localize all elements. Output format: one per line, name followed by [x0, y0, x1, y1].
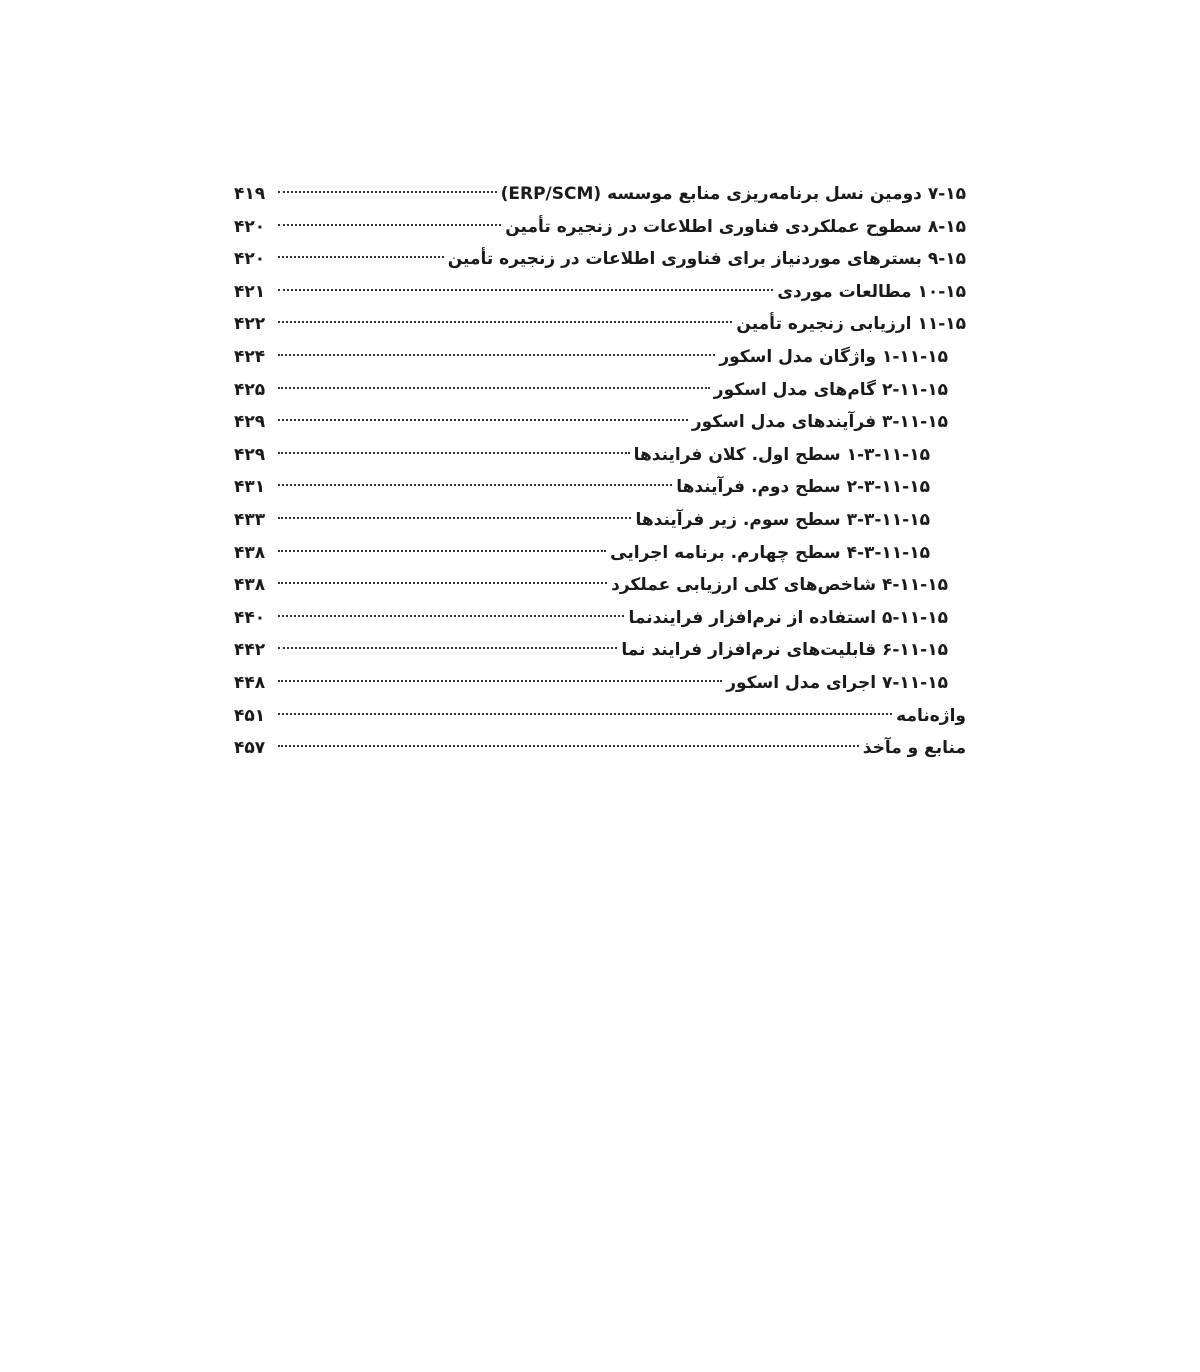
dot-leader: [278, 191, 497, 193]
toc-entry-title: ۱-۳-۱۱-۱۵ سطح اول. کلان فرایندها: [633, 444, 930, 465]
dot-leader: [278, 354, 715, 356]
dot-leader: [278, 419, 688, 421]
toc-entry-title: واژه‌نامه: [896, 705, 966, 726]
toc-entry-page: ۴۲۲: [234, 314, 266, 335]
toc-entry[interactable]: [234, 504, 966, 537]
toc-entry-page: ۴۲۹: [234, 444, 266, 465]
toc-entry-title: ۸-۱۵ سطوح عملکردی فناوری اطلاعات در زنجیره تأمین: [505, 216, 966, 237]
toc-entry-title: ۱۰-۱۵ مطالعات موردی: [777, 281, 966, 302]
toc-entry[interactable]: [234, 439, 966, 472]
toc-entry[interactable]: [234, 374, 966, 407]
toc-entry[interactable]: [234, 308, 966, 341]
toc-entry-title: ۴-۱۱-۱۵ شاخص‌های کلی ارزیابی عملکرد: [611, 575, 948, 596]
table-of-contents: [234, 178, 966, 765]
toc-entry[interactable]: [234, 211, 966, 244]
toc-entry-title: ۱۱-۱۵ ارزیابی زنجیره تأمین: [736, 314, 966, 335]
toc-entry-title: ۷-۱۱-۱۵ اجرای مدل اسکور: [726, 672, 948, 693]
toc-entry-page: ۴۲۹: [234, 412, 266, 433]
toc-entry-page: ۴۱۹: [234, 184, 266, 204]
dot-leader: [278, 713, 892, 715]
dot-leader: [278, 680, 722, 682]
toc-entry-title: ۵-۱۱-۱۵ استفاده از نرم‌افزار فرایندنما: [628, 607, 948, 628]
toc-entry-page: ۴۴۸: [234, 672, 266, 693]
dot-leader: [278, 321, 732, 323]
toc-entry-page: ۴۲۰: [234, 249, 266, 270]
dot-leader: [278, 582, 607, 584]
toc-entry[interactable]: [234, 732, 966, 765]
toc-entry[interactable]: [234, 667, 966, 700]
toc-entry-title: ۳-۱۱-۱۵ فرآیندهای مدل اسکور: [691, 412, 948, 433]
dot-leader: [278, 647, 617, 649]
toc-entry-title: ۴-۳-۱۱-۱۵ سطح چهارم. برنامه اجرایی: [610, 542, 930, 563]
dot-leader: [278, 224, 501, 226]
toc-entry-page: ۴۲۵: [234, 379, 266, 400]
toc-entry-title: ۳-۳-۱۱-۱۵ سطح سوم. زیر فرآیندها: [635, 509, 930, 530]
toc-entry[interactable]: [234, 406, 966, 439]
toc-entry-page: ۴۲۰: [234, 216, 266, 237]
dot-leader: [278, 452, 630, 454]
toc-entry[interactable]: [234, 276, 966, 309]
toc-entry[interactable]: [234, 700, 966, 733]
toc-entry-page: ۴۴۰: [234, 607, 266, 628]
toc-entry-page: ۴۴۲: [234, 640, 266, 661]
toc-entry-page: ۴۳۳: [234, 509, 266, 530]
dot-leader: [278, 289, 773, 291]
dot-leader: [278, 745, 859, 747]
toc-entry-title: ۷-۱۵ دومین نسل برنامه‌ریزی منابع موسسه (ERP/SCM): [500, 184, 966, 204]
toc-entry-page: ۴۲۱: [234, 281, 266, 302]
toc-entry[interactable]: [234, 341, 966, 374]
toc-entry[interactable]: [234, 634, 966, 667]
toc-entry-page: ۴۵۱: [234, 705, 266, 726]
toc-entry-title: ۲-۱۱-۱۵ گام‌های مدل اسکور: [713, 379, 948, 400]
toc-entry-page: ۴۳۸: [234, 542, 266, 563]
toc-entry[interactable]: [234, 471, 966, 504]
toc-entry[interactable]: [234, 178, 966, 211]
toc-entry-page: ۴۳۸: [234, 575, 266, 596]
dot-leader: [278, 550, 606, 552]
toc-entry-title: ۶-۱۱-۱۵ قابلیت‌های نرم‌افزار فرایند نما: [621, 640, 948, 661]
dot-leader: [278, 256, 444, 258]
dot-leader: [278, 615, 624, 617]
toc-entry[interactable]: [234, 537, 966, 570]
dot-leader: [278, 517, 631, 519]
toc-entry-page: ۴۲۴: [234, 346, 266, 367]
toc-entry[interactable]: [234, 602, 966, 635]
toc-entry-page: ۴۵۷: [234, 738, 266, 759]
toc-entry-title: ۹-۱۵ بسترهای موردنیاز برای فناوری اطلاعات در زنجیره تأمین: [447, 249, 966, 270]
toc-entry[interactable]: [234, 569, 966, 602]
toc-entry[interactable]: [234, 243, 966, 276]
toc-entry-page: ۴۳۱: [234, 477, 266, 498]
toc-entry-title: ۲-۳-۱۱-۱۵ سطح دوم. فرآیندها: [676, 477, 930, 498]
dot-leader: [278, 387, 710, 389]
dot-leader: [278, 484, 672, 486]
toc-entry-title: ۱-۱۱-۱۵ واژگان مدل اسکور: [719, 346, 948, 367]
toc-entry-title: منابع و مآخذ: [862, 738, 966, 759]
